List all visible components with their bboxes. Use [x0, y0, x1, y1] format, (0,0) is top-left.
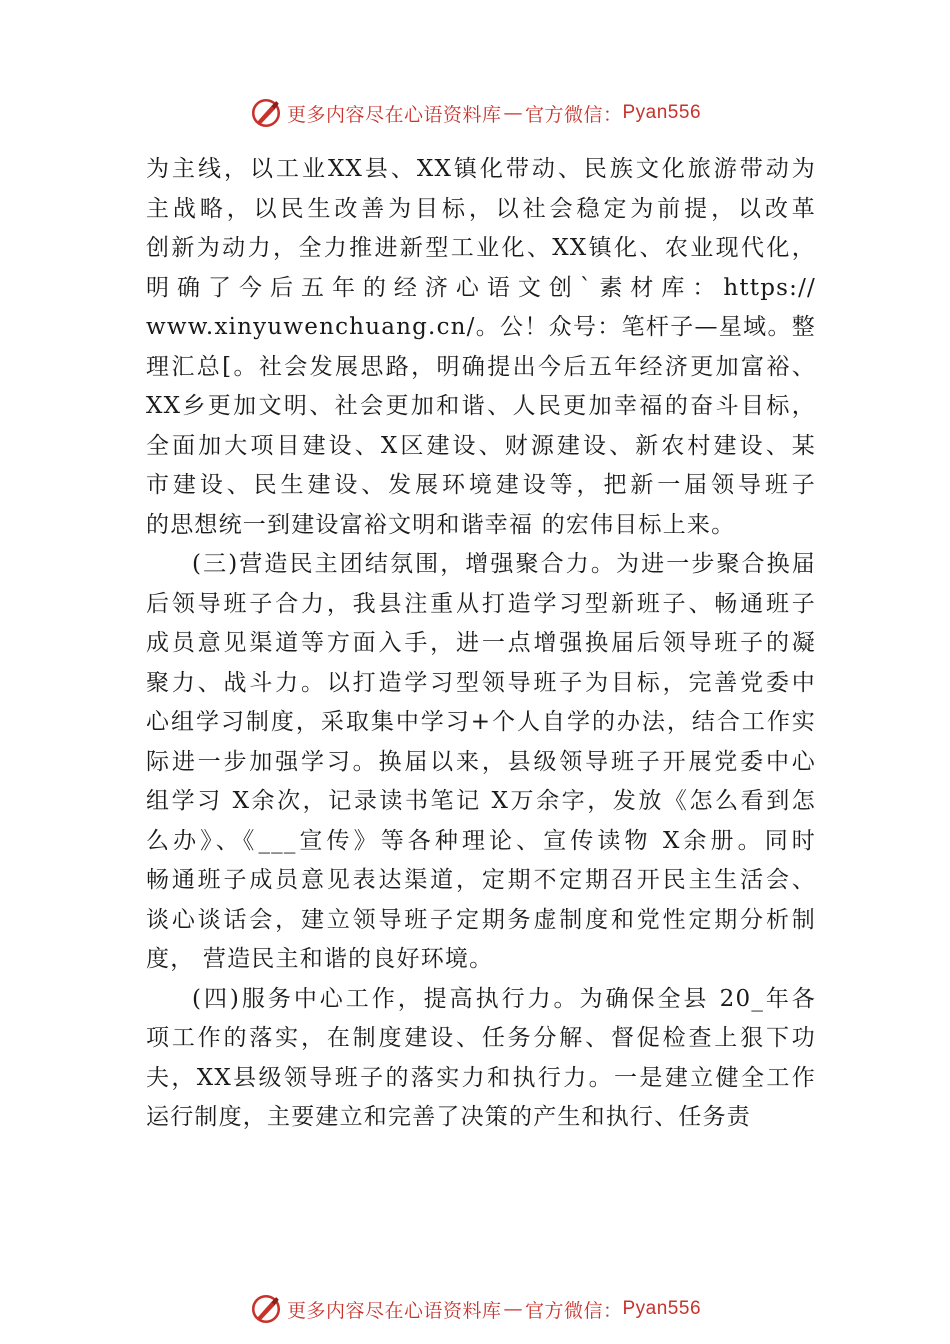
header-site-name: 更多内容尽在心语资料库	[286, 103, 502, 126]
body-line: 谈心谈话会，建立领导班子定期务虚制度和党性定期分析制	[146, 906, 816, 933]
pen-logo-icon	[249, 1292, 283, 1326]
body-line: 运行制度，主要建立和完善了决策的产生和执行、任务责	[146, 1104, 751, 1130]
body-line: www.xinyuwenchuang.cn/。公！众号：笔杆子—星域。整	[146, 314, 816, 340]
header-wechat-label: 官方微信：	[524, 103, 623, 126]
header-separator: —	[503, 102, 523, 124]
body-line: 创新为动力，全力推进新型工业化、XX镇化、农业现代化，	[146, 235, 816, 261]
header-banner	[0, 96, 950, 130]
body-line: 项工作的落实，在制度建设、任务分解、督促检查上狠下功	[146, 1025, 816, 1051]
body-line: 理汇总[。社会发展思路，明确提出今后五年经济更加富裕、	[146, 353, 816, 380]
body-line: 度， 营造民主和谐的良好环境。	[146, 946, 494, 972]
body-line: 明确了今后五年的经济心语文创`素材库：https://	[146, 274, 816, 301]
pen-logo-icon	[249, 96, 283, 130]
body-line: 心组学习制度，采取集中学习+个人自学的办法，结合工作实	[146, 709, 816, 735]
body-line: XX乡更加文明、社会更加和谐、人民更加幸福的奋斗目标，	[146, 393, 816, 419]
body-line: 为主线，以工业XX县、XX镇化带动、民族文化旅游带动为	[146, 156, 816, 182]
body-line: 么办》、《___宣传》等各种理论、宣传读物 X余册。同时	[146, 827, 816, 854]
footer-wechat-id: Pyan556	[622, 1298, 702, 1319]
body-line: 的思想统一到建设富裕文明和谐幸福 的宏伟目标上来。	[146, 511, 736, 538]
body-line: 市建设、民生建设、发展环境建设等，把新一届领导班子	[146, 472, 816, 498]
footer-site-name: 更多内容尽在心语资料库	[286, 1299, 502, 1322]
body-line: 聚力、战斗力。以打造学习型领导班子为目标，完善党委中	[146, 669, 816, 696]
paragraph-heading-line: (四)服务中心工作，提高执行力。为确保全县 20_年各	[192, 985, 816, 1012]
body-line: 成员意见渠道等方面入手，进一点增强换届后领导班子的凝	[146, 630, 816, 656]
body-line: 夫，XX县级领导班子的落实力和执行力。一是建立健全工作	[146, 1064, 816, 1091]
body-line: 后领导班子合力，我县注重从打造学习型新班子、畅通班子	[146, 590, 816, 617]
body-line: 主战略，以民生改善为目标，以社会稳定为前提，以改革	[146, 195, 816, 222]
body-line: 际进一步加强学习。换届以来，县级领导班子开展党委中心	[146, 748, 816, 775]
footer-banner	[0, 1292, 950, 1326]
header-wechat-id: Pyan556	[622, 102, 702, 123]
body-line: 组学习 X余次，记录读书笔记 X万余字，发放《怎么看到怎	[146, 788, 816, 814]
body-line: 全面加大项目建设、X区建设、财源建设、新农村建设、某	[146, 432, 816, 459]
paragraph-heading-line: (三)营造民主团结氛围，增强聚合力。为进一步聚合换届	[192, 551, 816, 577]
footer-separator: —	[503, 1298, 523, 1320]
document-body	[146, 150, 816, 1138]
body-line: 畅通班子成员意见表达渠道，定期不定期召开民主生活会、	[146, 867, 816, 893]
footer-wechat-label: 官方微信：	[524, 1299, 623, 1322]
